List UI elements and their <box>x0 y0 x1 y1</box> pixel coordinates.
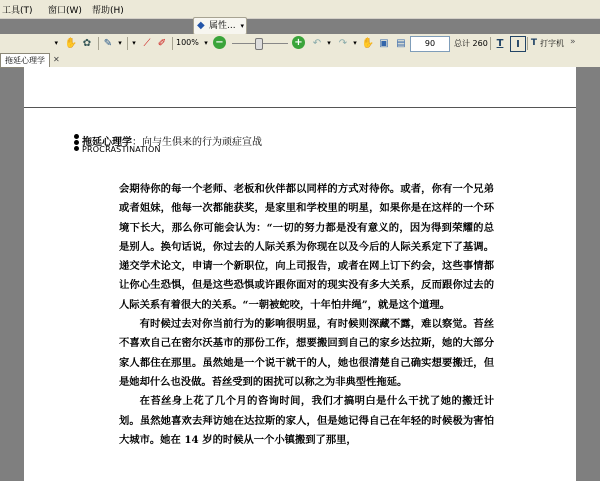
more-icon[interactable]: » <box>570 37 576 47</box>
line-tool-icon[interactable]: ⟋ <box>143 37 151 49</box>
fit-page-icon[interactable]: ▣ <box>379 37 389 49</box>
select-tool-icon[interactable]: ✎ <box>103 37 113 49</box>
tab-document[interactable]: 拖延心理学 <box>0 53 50 67</box>
paragraph: 在苔丝身上花了几个月的咨询时间，我们才搞明白是什么干扰了她的搬迁计划。虽然她喜欢去拜访她在达拉斯的家人，但是她记得自己在年轻的时候极为害怕大城市。她在 14 岁的时候从一个小镇搬到了那里， <box>119 395 494 446</box>
total-pages: 总计 260 <box>454 39 488 48</box>
document-page <box>24 67 576 481</box>
forward-icon[interactable]: ↷ <box>338 37 348 49</box>
chevron-down-icon[interactable]: ▾ <box>54 39 58 47</box>
viewport-margin <box>576 67 600 481</box>
chevron-down-icon[interactable]: ▾ <box>327 39 331 47</box>
properties-button[interactable] <box>193 17 247 35</box>
typewriter-label[interactable]: 打字机 <box>540 39 564 48</box>
body-text <box>119 180 494 450</box>
chapter-logo-icon <box>74 134 80 152</box>
typewriter-icon[interactable]: T <box>530 38 538 48</box>
hand-tool-icon[interactable]: ✋ <box>361 37 375 49</box>
zoom-in-icon[interactable]: + <box>292 36 305 49</box>
chevron-down-icon: ▾ <box>240 22 244 30</box>
back-icon[interactable]: ↶ <box>312 37 322 49</box>
chapter-english: PROCRASTINATION <box>82 145 161 154</box>
menu-window[interactable]: 窗口(W) <box>48 6 82 16</box>
menu-bar <box>0 0 600 19</box>
properties-icon: ◆ <box>197 20 205 31</box>
zoom-level[interactable]: 100% <box>176 38 199 47</box>
settings-icon[interactable]: ✿ <box>82 37 92 49</box>
paragraph: 会期待你的每一个老师、老板和伙伴都以同样的方式对待你。或者，你有一个兄弟或者姐妹，他每一次都能获奖，是家里和学校里的明星，如果你是在这样的一个环境下长大，那么你可能会认为：“一切的努力都是没有意义的，因为得到荣耀的总是别人。换句话说，你过去的人际关系为你现在以及今后的人际关系定下了基调。递交学术论文，申请一个新职位，向上司报告，或者在网上订下约会，这些事情都让你心生恐惧，但是这些恐惧或许跟你面对的现实没有多大关系，反而跟你过去的人际关系有着很大的关系。“一朝被蛇咬，十年怕井绳”，就是这个道理。 <box>119 183 494 311</box>
paragraph: 有时候过去对你当前行为的影响很明显，有时候则深藏不露，难以察觉。苔丝不喜欢自己在密尔沃基市的那份工作，想要搬回到自己的家乡达拉斯，她的大部分家人都住在那里。虽然她是一个说干就干的人，她也很清楚自己确实想要搬迁，但是她却什么也没做。苔丝受到的困扰可以称之为非典型性拖延。 <box>119 318 494 388</box>
close-icon[interactable]: ✕ <box>53 55 60 64</box>
menu-tools[interactable]: 工具(T) <box>2 6 33 16</box>
chapter-title-bold: 拖延心理学 <box>82 137 132 148</box>
page-icon[interactable]: ▤ <box>396 37 406 49</box>
zoom-out-icon[interactable]: − <box>213 36 226 49</box>
page-number-input[interactable]: 90 <box>410 36 450 52</box>
text-box-icon[interactable]: I <box>510 36 526 52</box>
chevron-down-icon[interactable]: ▾ <box>132 39 136 47</box>
toolbar <box>0 34 600 54</box>
chapter-title-subtitle: ：向与生俱来的行为顽症宣战 <box>132 137 262 148</box>
chevron-down-icon[interactable]: ▾ <box>353 39 357 47</box>
tab-bar <box>0 53 600 68</box>
chevron-down-icon[interactable]: ▾ <box>118 39 122 47</box>
page-divider <box>24 107 576 108</box>
zoom-slider-handle[interactable] <box>255 38 263 50</box>
text-tool-icon[interactable]: T <box>496 37 504 49</box>
menu-help[interactable]: 帮助(H) <box>92 6 124 16</box>
properties-label: 属性... <box>209 21 236 31</box>
pencil-icon[interactable]: ✐ <box>157 37 167 49</box>
stamp-icon[interactable]: ✋ <box>64 37 78 49</box>
chevron-down-icon[interactable]: ▾ <box>204 39 208 47</box>
